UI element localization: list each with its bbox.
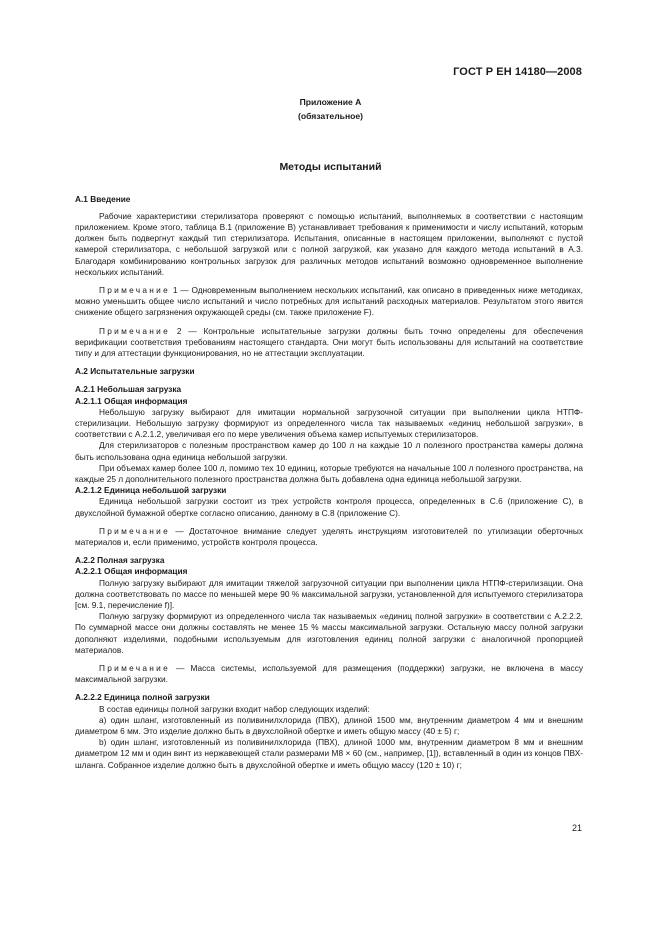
annex-status: (обязательное) [297,111,364,121]
note-label: Примечание [99,284,171,295]
page-number: 21 [571,823,582,833]
paragraph: Рабочие характеристики стерилизатора проверяют с помощью испытаний, выполняемых в соответствии с настоящим приложением. Кроме этого, таблица В.1 (приложение В) устанавливает требования к применимости и числу испытаний, которым должен быть подвергнут каждый тип стерилизатора. Испытания, описанные в настоящем приложении, выполняют с пустой камерой стерилизатора, с небольшой загрузкой или с полной загрузкой, как указано для каждого метода испытаний в А.3. Благодаря комбинированию контрольных загрузок для различных методов испытаний возможно одновременное выполнение нескольких испытаний. [75,210,583,277]
document-body [75,194,583,771]
section-heading-a212: А.2.1.2 Единица небольшой загрузки [75,485,227,496]
note [75,326,583,360]
note [75,285,583,319]
paragraph: В состав единицы полной загрузки входит набор следующих изделий: [99,703,370,714]
paragraph: Полную загрузку формируют из определенного числа так называемых «единиц полной загрузки» в соответствии с А.2.2.2. По суммарной массе они должны составлять не менее 15 % массы максимальной загрузки. Остальную массу полной загрузки дополняют изделиями, подобными используемым для изготовления единиц полной загрузки с аналогичной пропорцией материалов. [75,611,583,655]
paragraph: Единица небольшой загрузки состоит из трех устройств контроля процесса, определенных в С.6 (приложение С), в двухслойной бумажной обертке согласно описанию, данному в С.8 (приложение С). [75,496,583,518]
standard-designation: ГОСТ Р ЕН 14180—2008 [453,66,582,78]
paragraph: Для стерилизаторов с полезным пространством камер до 100 л на каждые 10 л полезного пространства камеры должна быть использована одна единица небольшой загрузки. [75,440,583,462]
annex-heading [0,95,661,123]
list-item: a) один шланг, изготовленный из поливинилхлорида (ПВХ), длиной 1500 мм, внутренним диаметром 4 мм и внешним диаметром 6 мм. Это изделие должно быть в двухслойной обертке и иметь общую массу (40 ± 5) г; [75,714,583,737]
page-title: Методы испытаний [279,161,382,173]
section-heading-a2: А.2 Испытательные загрузки [75,366,195,377]
note-label: Примечание [99,663,171,674]
section-heading-a211: А.2.1.1 Общая информация [75,395,188,406]
paragraph: При объемах камер более 100 л, помимо тех 10 единиц, которые требуются на начальные 100 л полезного пространства, на каждые 25 л дополнительного полезного пространства должна быть добавлена одна единица небольшой загрузки. [75,462,583,484]
section-heading-a22: А.2.2 Полная загрузка [75,555,165,566]
note-text: — Масса системы, используемой для размещения (поддержки) загрузки, не включена в массу максимальной загрузки. [75,663,583,685]
section-heading-a222: А.2.2.2 Единица полной загрузки [75,692,210,703]
section-heading-a21: А.2.1 Небольшая загрузка [75,384,182,395]
note-text: 1 — Одновременным выполнением нескольких испытаний, как описано в приведенных ниже методиках, можно уменьшить общее число испытаний и число потребных для испытаний расходных материалов. Результатом этого явится снижение общего загрязнения окружающей среды (см. также приложение F). [75,284,583,318]
note-text: 2 — Контрольные испытательные загрузки должны быть точно определены для обеспечения верификации соответствия требованиям настоящего стандарта. Они могут быть использованы для испытаний на соответствие типу и для аттестации функционирования, но не аттестации эксплуатации. [75,325,583,358]
note-text: — Достаточное внимание следует уделять инструкциям изготовителей по утилизации оберточных материалов и, если применимо, устройств контроля процесса. [75,525,583,547]
note [75,663,583,685]
paragraph: Небольшую загрузку выбирают для имитации нормальной загрузочной ситуации при выполнении цикла НТПФ-стерилизации. Небольшую загрузку формируют из определенного числа так называемых «единиц небольшой загрузки», в соответствии с А.2.1.2, увеличивая его по мере увеличения объема камер испытуемых стерилизаторов. [75,406,583,440]
section-heading-a1: А.1 Введение [75,194,131,204]
paragraph: Полную загрузку выбирают для имитации тяжелой загрузочной ситуации при выполнении цикла НТПФ-стерилизации. Она должна соответствовать по массе по меньшей мере 90 % максимальной загрузки, установленной для испытуемого стерилизатора [см. 9.1, перечисление f)]. [75,577,583,610]
list-item: b) один шланг, изготовленный из поливинилхлорида (ПВХ), длиной 1000 мм, внутренним диаметром 8 мм и внешним диаметром 12 мм и один винт из нержавеющей стали размерами М8 × 60 (см., например, [1]), вставленный в один из концов ПВХ-шланга. Собранное изделие должно быть в двухслойной обертке и иметь общую массу (120 ± 10) г; [75,737,583,770]
note [75,526,583,548]
section-heading-a221: А.2.2.1 Общая информация [75,566,188,577]
note-label: Примечание [99,325,171,336]
annex-title: Приложение А [299,97,362,107]
note-label: Примечание [99,525,171,536]
